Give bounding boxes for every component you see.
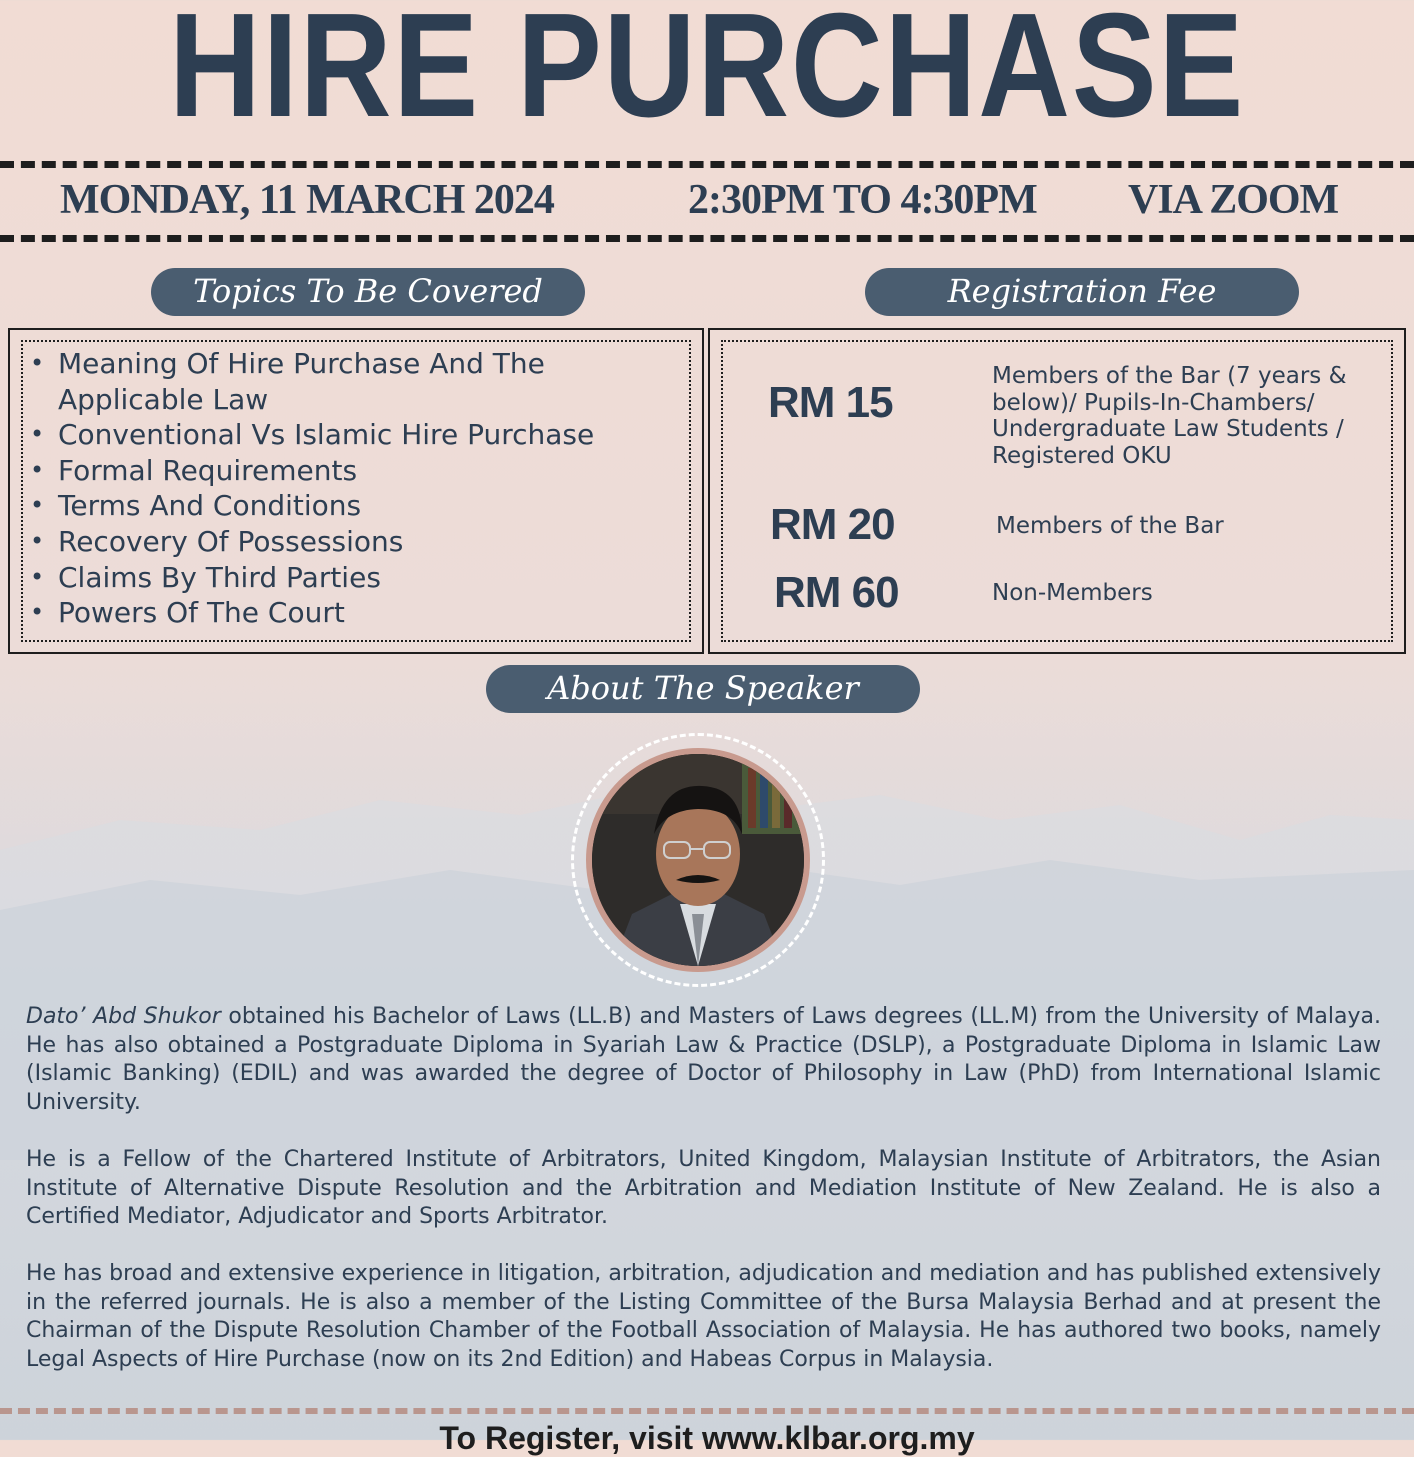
topic-item: • Conventional Vs Islamic Hire Purchase (30, 417, 698, 453)
fee-description: Non-Members (992, 580, 1153, 606)
top-divider (0, 161, 1414, 168)
topic-item: • Powers Of The Court (30, 595, 698, 631)
footer-divider (0, 1408, 1414, 1414)
topic-item: • Terms And Conditions (30, 488, 698, 524)
speaker-photo (586, 748, 810, 972)
register-link[interactable]: To Register, visit www.klbar.org.my (439, 1420, 975, 1456)
bio-paragraph-1: Dato’ Abd Shukor obtained his Bachelor of Laws (LL.B) and Masters of Laws degrees (LL.M) from the University of Malaya. He has also obtained a Postgraduate Diploma in Syariah Law & Practice (DSLP), a Postgraduate Diploma in Islamic Law (Islamic Banking) (EDIL) and was awarded the degree of Doctor of Philosophy in Law (PhD) from International Islamic University. (26, 1004, 1381, 1116)
bio-paragraph-2: He is a Fellow of the Chartered Institute of Arbitrators, United Kingdom, Malaysian Institute of Arbitrators, the Asian Institute of Alternative Dispute Resolution and the Arbitration and Mediation Institute of New Zealand. He is also a Certified Mediator, Adjudicator and Sports Arbitrator. (26, 1146, 1381, 1230)
topics-list (30, 346, 698, 631)
topic-item: • Meaning Of Hire Purchase And The Applicable Law (30, 346, 698, 417)
event-title: HIRE PURCHASE (168, 0, 1246, 148)
event-time: 2:30PM TO 4:30PM (688, 177, 1037, 223)
fee-description: Members of the Bar (996, 513, 1224, 539)
fee-amount: RM 15 (768, 378, 893, 427)
topic-item: • Recovery Of Possessions (30, 524, 698, 560)
topic-item: • Formal Requirements (30, 453, 698, 489)
bottom-divider (0, 235, 1414, 242)
speaker-portrait-icon (592, 754, 804, 966)
fee-amount: RM 60 (774, 568, 899, 617)
topic-item: • Claims By Third Parties (30, 560, 698, 596)
fee-amount: RM 20 (770, 500, 895, 549)
event-venue: VIA ZOOM (1128, 177, 1339, 223)
speaker-name: Dato’ Abd Shukor (26, 1004, 221, 1029)
topics-heading: Topics To Be Covered (151, 268, 585, 316)
bio-paragraph-3: He has broad and extensive experience in litigation, arbitration, adjudication and mediation and has published extensively in the referred journals. He is also a member of the Listing Committee of the Bursa Malaysia Berhad and at present the Chairman of the Dispute Resolution Chamber of the Football Association of Malaysia. He has authored two books, namely Legal Aspects of Hire Purchase (now on its 2nd Edition) and Habeas Corpus in Malaysia. (26, 1260, 1381, 1373)
fees-heading: Registration Fee (865, 268, 1299, 316)
speaker-bio (26, 1003, 1381, 1403)
speaker-heading: About The Speaker (486, 665, 920, 713)
fee-description: Members of the Bar (7 years & below)/ Pupils-In-Chambers/ Undergraduate Law Students / Registered OKU (992, 363, 1347, 469)
event-date: MONDAY, 11 MARCH 2024 (60, 177, 554, 223)
event-info-row (0, 172, 1414, 232)
